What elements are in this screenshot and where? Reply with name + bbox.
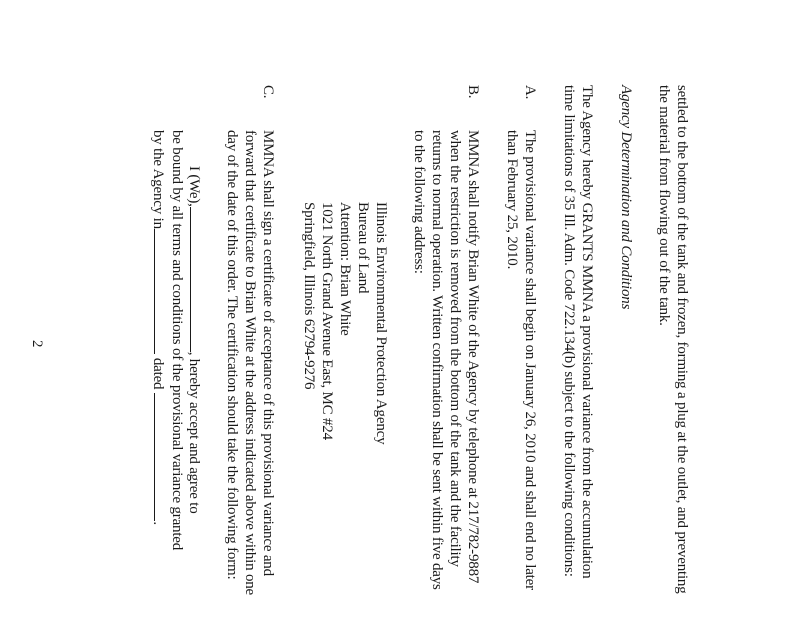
intro-line-2: the material from flowing out of the tank. <box>656 85 672 326</box>
condition-a-line-2: than February 25, 2010. <box>504 130 520 270</box>
address-line-1: Illinois Environmental Protection Agency <box>373 202 389 445</box>
certificate-agency-text: by the Agency in <box>150 130 166 229</box>
address-line-5: Springfield, Illinois 62794-9276 <box>301 202 317 390</box>
condition-b-line-2: when the restriction is removed from the bottom of the tank and the facility <box>447 130 463 567</box>
condition-a-label: A. <box>522 85 538 100</box>
condition-a-line-1: The provisional variance shall begin on January 26, 2010 and shall end no later <box>522 130 538 590</box>
condition-c-line-2: forward that certificate to Brian White at the address indicated above within one <box>242 130 258 596</box>
certificate-line-3 <box>150 130 167 525</box>
condition-c-label: C. <box>260 85 276 99</box>
certificate-line-1 <box>186 166 203 514</box>
address-line-3: Attention: Brian White <box>337 202 353 336</box>
certificate-line-2: be bound by all terms and conditions of the provisional variance granted <box>169 130 185 551</box>
section-heading: Agency Determination and Conditions <box>618 85 634 310</box>
intro-line-1: settled to the bottom of the tank and frozen, forming a plug at the outlet, and preventing <box>674 85 690 594</box>
certificate-name-blank[interactable] <box>190 207 203 352</box>
certificate-i-we: I (We), <box>186 166 202 207</box>
condition-b-label: B. <box>465 85 481 99</box>
certificate-date-blank[interactable] <box>154 393 167 521</box>
certificate-accept-text: , hereby accept and agree to <box>186 351 202 514</box>
condition-b-line-1: MMNA shall notify Brian White of the Agency by telephone at 217/782-9887 <box>465 130 481 584</box>
page-number: 2 <box>29 340 45 348</box>
determination-line-2: time limitations of 35 Ill. Adm. Code 722.134(b) subject to the following conditions: <box>561 85 577 577</box>
condition-b-line-3: returns to normal operation. Written confirmation shall be sent within five days <box>429 130 445 590</box>
address-line-4: 1021 North Grand Avenue East, MC #24 <box>319 202 335 440</box>
condition-c-line-1: MMNA shall sign a certificate of acceptance of this provisional variance and <box>260 130 276 576</box>
condition-c-line-3: day of the date of this order. The certification should take the following form: <box>224 130 240 580</box>
certificate-case-blank[interactable] <box>154 229 167 354</box>
determination-line-1: The Agency hereby GRANTS MMNA a provisional variance from the accumulation <box>579 85 595 579</box>
address-line-2: Bureau of Land <box>355 202 371 294</box>
condition-b-line-4: to the following address: <box>411 130 427 274</box>
certificate-dated-label: dated <box>150 357 166 390</box>
certificate-period: . <box>150 521 166 525</box>
